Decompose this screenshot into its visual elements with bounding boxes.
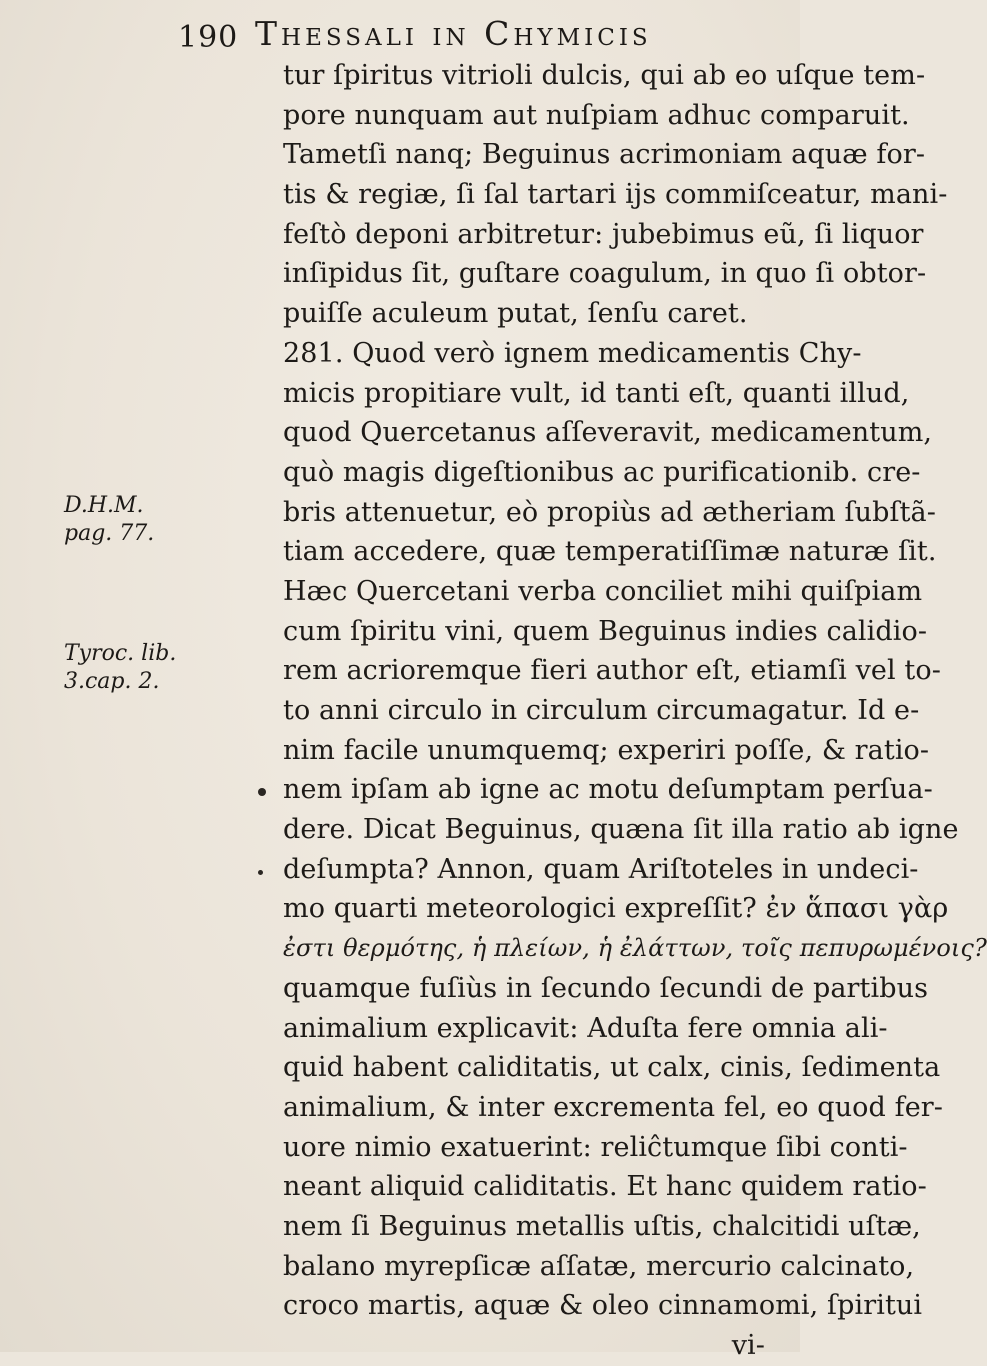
text-line: tur ſpiritus vitrioli dulcis, qui ab eo uſque tem- (283, 60, 926, 91)
text-line: 281. Quod verò ignem medicamentis Chy- (283, 337, 862, 369)
marginal-note-dhm (64, 492, 154, 548)
text-line: inſipidus ſit, guſtare coagulum, in quo ſi obtor- (283, 258, 927, 290)
text-line: quamque fuſiùs in ſecundo ſecundi de partibus (283, 972, 929, 1004)
text-line: pore nunquam aut nuſpiam adhuc comparuit. (283, 99, 910, 131)
text-line: quid habent caliditatis, ut calx, cinis, ſedimenta (283, 1052, 941, 1084)
ink-dot (258, 870, 263, 875)
text-line: cum ſpiritu vini, quem Beguinus indies calidio- (283, 615, 928, 647)
text-line: micis propitiare vult, id tanti eſt, quanti illud, (283, 377, 910, 409)
text-line: rem acrioremque fieri author eſt, etiamſi vel to- (283, 655, 941, 687)
text-line: croco martis, aquæ & oleo cinnamomi, ſpiritui (283, 1290, 923, 1322)
text-line: neant aliquid caliditatis. Et hanc quidem ratio- (283, 1171, 927, 1203)
text-line: animalium explicavit: Aduſta fere omnia ali- (283, 1012, 888, 1044)
text-line: bris attenuetur, eò propiùs ad ætheriam ſubſtã- (283, 496, 936, 528)
page-number: 190 (178, 20, 239, 55)
text-line: tiam accedere, quæ temperatiſſimæ naturæ ſit. (283, 536, 937, 568)
text-line: nem ipſam ab igne ac motu deſumptam perſua- (283, 774, 933, 806)
text-line: uore nimio exatuerint: reliĉtumque ſibi conti- (283, 1131, 908, 1163)
text-line: Hæc Quercetani verba conciliet mihi quiſpiam (283, 575, 923, 607)
text-line: quod Quercetanus aſſeveravit, medicamentum, (283, 417, 933, 449)
text-line: nim facile unumquemq; experiri poſſe, & ratio- (283, 734, 930, 766)
text-line: to anni circulo in circulum circumagatur. Id e- (283, 695, 920, 726)
text-line: Tametſi nanq; Beguinus acrimoniam aquæ for- (283, 139, 926, 171)
text-line: mo quarti meteorologici expreſſit? ἐν ἅπασι γὰρ (283, 893, 949, 925)
marginal-note-line: 3.cap. 2. (64, 669, 160, 694)
marginal-note-line: D.H.M. (64, 493, 144, 518)
marginal-note-line: Tyroc. lib. (64, 641, 177, 666)
body-text (283, 56, 987, 1366)
catchword: vi- (731, 1330, 765, 1361)
marginal-note-tyroc (64, 640, 176, 696)
text-line: deſumpta? Annon, quam Ariſtoteles in undeci- (283, 853, 919, 885)
text-line: quò magis digeſtionibus ac purificationib. cre- (283, 456, 921, 488)
greek-quotation-line: ἐστι θερμότης, ἡ πλείων, ἡ ἐλάττων, τοῖς πεπυρωμένοις? (283, 934, 987, 963)
text-line: tis & regiæ, ſi ſal tartari ijs commiſceatur, mani- (283, 179, 948, 211)
ink-dot (258, 788, 266, 796)
running-title: Thessali in Chymicis (255, 14, 652, 53)
text-line: puiſſe aculeum putat, ſenſu caret. (283, 298, 748, 330)
text-line: nem ſi Beguinus metallis uſtis, chalcitidi uſtæ, (283, 1210, 921, 1242)
running-head (0, 12, 800, 62)
text-line: feſtò deponi arbitretur: jubebimus eũ, ſi liquor (283, 218, 924, 250)
text-line: dere. Dicat Beguinus, quæna ſit illa ratio ab igne (283, 814, 959, 846)
text-line: animalium, & inter excrementa fel, eo quod fer- (283, 1091, 944, 1123)
text-line: balano myrepſicæ aſſatæ, mercurio calcinato, (283, 1250, 915, 1282)
marginal-note-line: pag. 77. (64, 521, 155, 546)
